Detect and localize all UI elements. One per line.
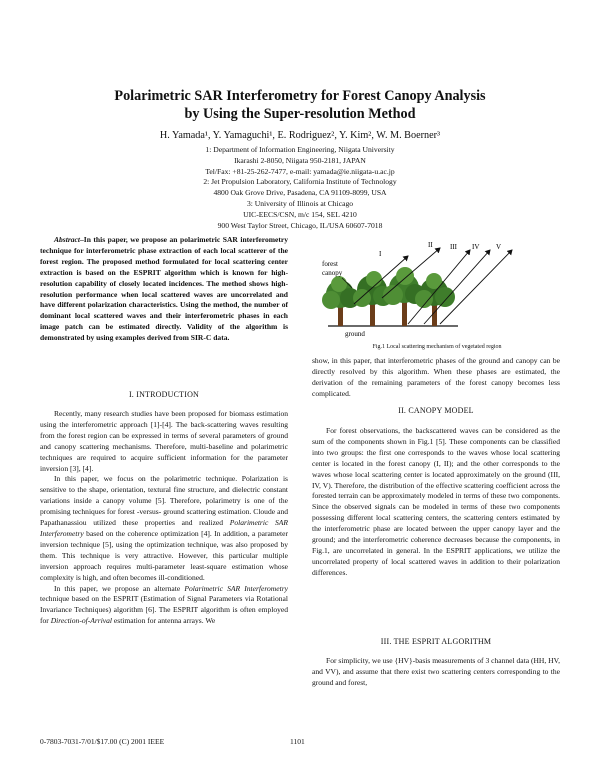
abstract: [40, 235, 288, 344]
authors: H. Yamada¹, Y. Yamaguchi¹, E. Rodriguez², Y. Kim², W. M. Boerner³: [159, 130, 441, 141]
esprit-body: [312, 656, 560, 689]
paper-title: [40, 87, 560, 123]
wave-label-I: I: [379, 250, 382, 258]
title-line-2: by Using the Super-resolution Method: [184, 106, 416, 122]
intro-paragraph-2: [40, 474, 288, 583]
intro-p3-text-a: In this paper, we propose an alternate: [54, 583, 185, 593]
affiliations: [40, 145, 560, 231]
right-paragraph-continuation: show, in this paper, that interferometric phases of the ground and canopy can be directly resolved by this algorithm. When these phases are estimated, the derivation of the remaining parameters of the forest canopy becomes less complicated.: [312, 356, 560, 398]
intro-paragraph-3: [40, 584, 288, 628]
affiliation-line: 3: University of Illinois at Chicago: [246, 198, 354, 208]
affiliation-line: Ikarashi 2-8050, Niigata 950-2181, JAPAN: [234, 155, 366, 165]
copyright-footer: 0-7803-7031-7/01/$17.00 (C) 2001 IEEE: [40, 737, 165, 746]
right-column-opening: [312, 356, 560, 400]
abstract-lead: Abstract: [54, 235, 80, 244]
intro-p3-emphasis-2: Direction-of-Arrival: [50, 616, 113, 626]
intro-p2-text-b: based on the coherence optimization [4]. In addition, a parameter inversion technique [5], using the optimization technique, was also proposed by them. This technique is very attractive. However, this particular multiple inversion approach requires multi-parameter least-square estimation whose complexity is high, and often becomes ill-conditioned.: [40, 528, 288, 582]
abstract-text: –In this paper, we propose an polarimetric SAR interferometry technique for interferometric phase extraction of each local scatterer of the forest region. The proposed method formulated for local scattering center extraction is based on the ESPRIT algorithm which is known for high-resolution capability of closely located incidences. The method shows high-resolution performance when local scattered waves are uncorrelated and have different polarization characteristics. Using the method, the number of dominant local scattered waves and their interferometric phases in each image patch can be estimated directly. Validity of the algorithm is demonstrated by using examples derived from SIR-C data.: [40, 235, 288, 343]
affiliation-line: 1: Department of Information Engineering, Niigata University: [205, 145, 395, 154]
affiliation-line: 4800 Oak Grove Drive, Pasadena, CA 91109-8099, USA: [213, 188, 387, 198]
intro-p2-emphasis: Polarimetric SAR Interferometry: [40, 518, 288, 538]
fig-label-forest: forest: [322, 260, 338, 268]
section-heading-esprit: III. THE ESPRIT ALGORITHM: [380, 637, 492, 646]
section-heading-introduction: I. INTRODUCTION: [128, 390, 200, 399]
canopy-paragraph-1: For forest observations, the backscattered waves can be considered as the sum of the components shown in Fig.1 [5]. These components can be classified into two groups: the first one corresponds to the waves whose local scattering center is located in the forest canopy (I, II); and the other corresponds to the waves whose local scattering center is located approximately on the ground (III, IV, V). Therefore, the distribution of the effective scattering coefficient across the forested terrain can be approximately modeled in terms of these two components. Since the observed signals can be modeled in terms of these two components possessing different local scattering centers, the scattering centers estimated by the interferometric phase are located between the upper canopy layer and the ground; and the interferometric coherence decreases because the components, in Fig.1, are uncorrelated in general. In the ESPRIT applications, we utilize the uncorrelated property of local scattered waves in addition to their polarization differences.: [312, 426, 560, 577]
affiliation-line: 2: Jet Propulsion Laboratory, California Institute of Technology: [203, 177, 397, 187]
affiliation-line: Tel/Fax: +81-25-262-7477, e-mail: yamada@ie.niigata-u.ac.jp: [205, 166, 395, 176]
intro-p3-text-c: estimation for antenna arrays. We: [112, 616, 216, 626]
wave-arrow-V: [440, 250, 512, 324]
fig-label-ground: ground: [345, 330, 365, 338]
affiliation-line: 900 West Taylor Street, Chicago, IL/USA 60607-7018: [217, 220, 383, 230]
canopy-model-body: [312, 426, 560, 579]
intro-p3-emphasis-1: Polarimetric SAR Interferometry: [184, 583, 288, 593]
tree-4: [415, 273, 455, 326]
page-number: 1101: [290, 737, 305, 746]
introduction-body: [40, 409, 288, 627]
esprit-paragraph-1: For simplicity, we use {HV}-basis measurements of 3 channel data (HH, HV, and VV), and assume that there exist two scattering centers corresponding to the ground and forest,: [312, 656, 560, 687]
figure-1-scattering-diagram: [312, 236, 562, 354]
affiliation-line: UIC-EECS/CSN, m/c 154, SEL 4210: [243, 209, 357, 219]
title-line-1: Polarimetric SAR Interferometry for Forest Canopy Analysis: [114, 88, 486, 104]
wave-label-III: III: [450, 243, 457, 251]
section-heading-canopy-model: II. CANOPY MODEL: [398, 406, 474, 415]
intro-p2-text-a: In this paper, we focus on the polarimetric technique. Polarization is sensitive to the shape, orientation, textural fine structure, and dielectric constant variations inside a canopy volume [5]. Therefore, polarimetry is one of the promising techniques for forest -versus- ground scattering estimation. Cloude and Papathanassiou utilized these properties and realized: [40, 474, 288, 528]
intro-p3-text-b: technique based on the ESPRIT (Estimation of Signal Parameters via Rotational Invariance Techniques) algorithm [6]. The ESPRIT algorithm is often employed for: [40, 594, 288, 626]
wave-label-II: II: [428, 241, 433, 249]
fig-label-canopy: canopy: [322, 269, 343, 277]
wave-label-IV: IV: [472, 243, 480, 251]
figure-1-caption: Fig.1 Local scattering mechanism of vegetated region: [372, 344, 502, 350]
wave-label-V: V: [496, 243, 502, 251]
intro-paragraph-1: Recently, many research studies have been proposed for biomass estimation using the interferometric approach [1]-[4]. The back-scattering waves resulting from the forest region can be expressed in terms of several parameters of ground and canopy scattering mechanisms. Therefore, multi-baseline and polarimetric techniques are required to acquire sufficient information for the parameter inversion [3], [4].: [40, 409, 288, 473]
